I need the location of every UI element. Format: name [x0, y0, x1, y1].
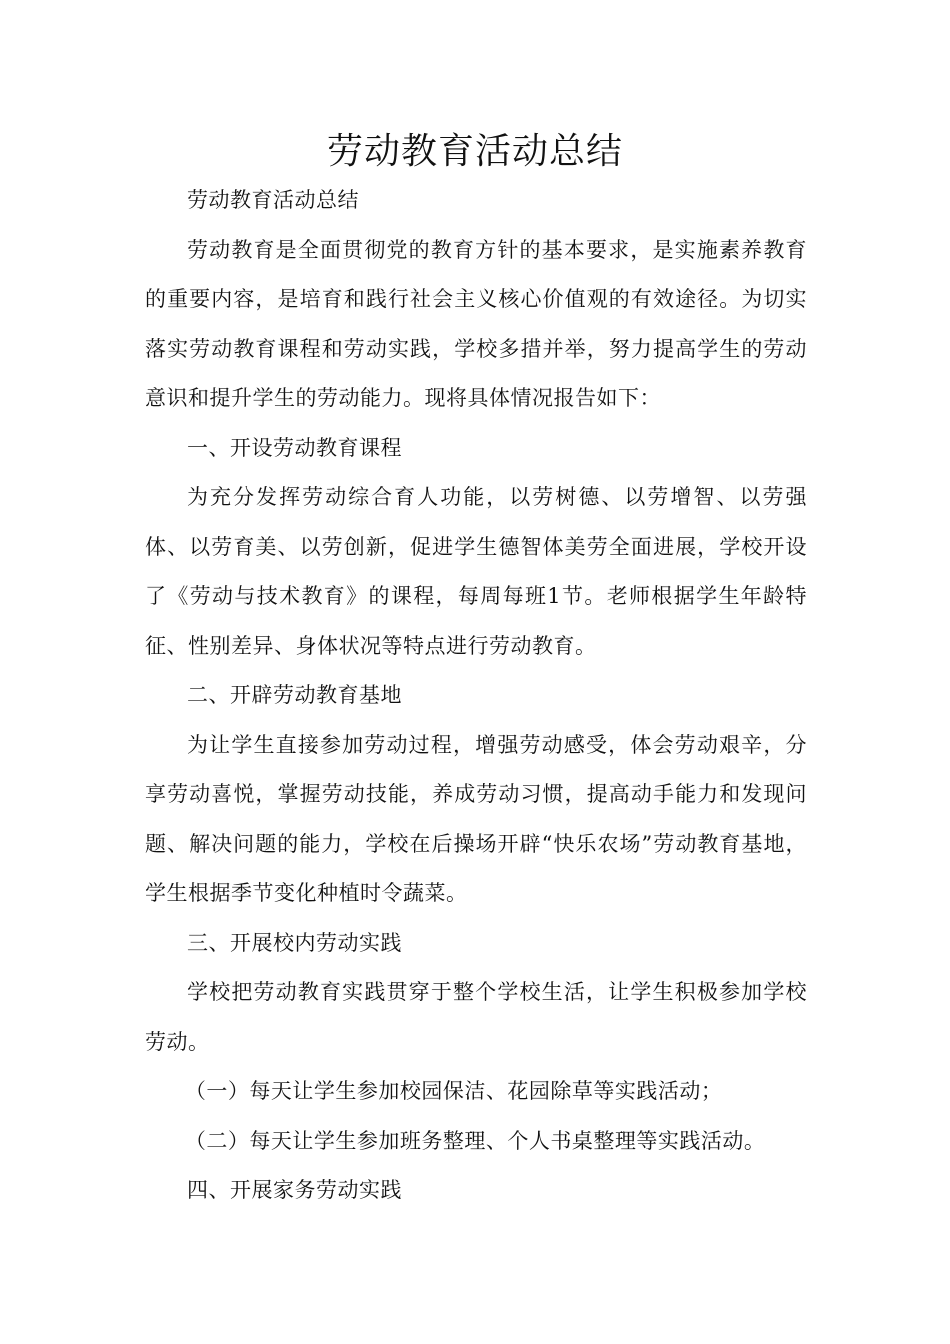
document-body	[145, 176, 807, 1216]
section-2-paragraph: 为让学生直接参加劳动过程，增强劳动感受，体会劳动艰辛，分享劳动喜悦，掌握劳动技能，养成劳动习惯，提高动手能力和发现问题、解决问题的能力，学校在后操场开辟“快乐农场”劳动教育基地，学生根据季节变化种植时令蔬菜。	[145, 732, 807, 905]
section-1-paragraph: 为充分发挥劳动综合育人功能，以劳树德、以劳增智、以劳强体、以劳育美、以劳创新，促进学生德智体美劳全面进展，学校开设了《劳动与技术教育》的课程，每周每班1节。老师根据学生年龄特征、性别差异、身体状况等特点进行劳动教育。	[145, 485, 807, 658]
section-heading-2: 二、开辟劳动教育基地	[187, 683, 402, 707]
section-3-paragraph: 学校把劳动教育实践贯穿于整个学校生活，让学生积极参加学校劳动。	[145, 980, 807, 1054]
document-title: 劳动教育活动总结	[326, 131, 623, 172]
section-3-item-2: （二）每天让学生参加班务整理、个人书桌整理等实践活动。	[184, 1128, 766, 1153]
section-heading-4: 四、开展家务劳动实践	[187, 1178, 402, 1202]
section-heading-3: 三、开展校内劳动实践	[187, 930, 402, 955]
section-3-item-1: （一）每天让学生参加校园保洁、花园除草等实践活动；	[184, 1079, 723, 1103]
subtitle-paragraph: 劳动教育活动总结	[187, 188, 359, 212]
section-heading-1: 一、开设劳动教育课程	[187, 435, 402, 460]
intro-paragraph: 劳动教育是全面贯彻党的教育方针的基本要求，是实施素养教育的重要内容，是培育和践行社会主义核心价值观的有效途径。为切实落实劳动教育课程和劳动实践，学校多措并举，努力提高学生的劳动意识和提升学生的劳动能力。现将具体情况报告如下：	[145, 237, 807, 410]
